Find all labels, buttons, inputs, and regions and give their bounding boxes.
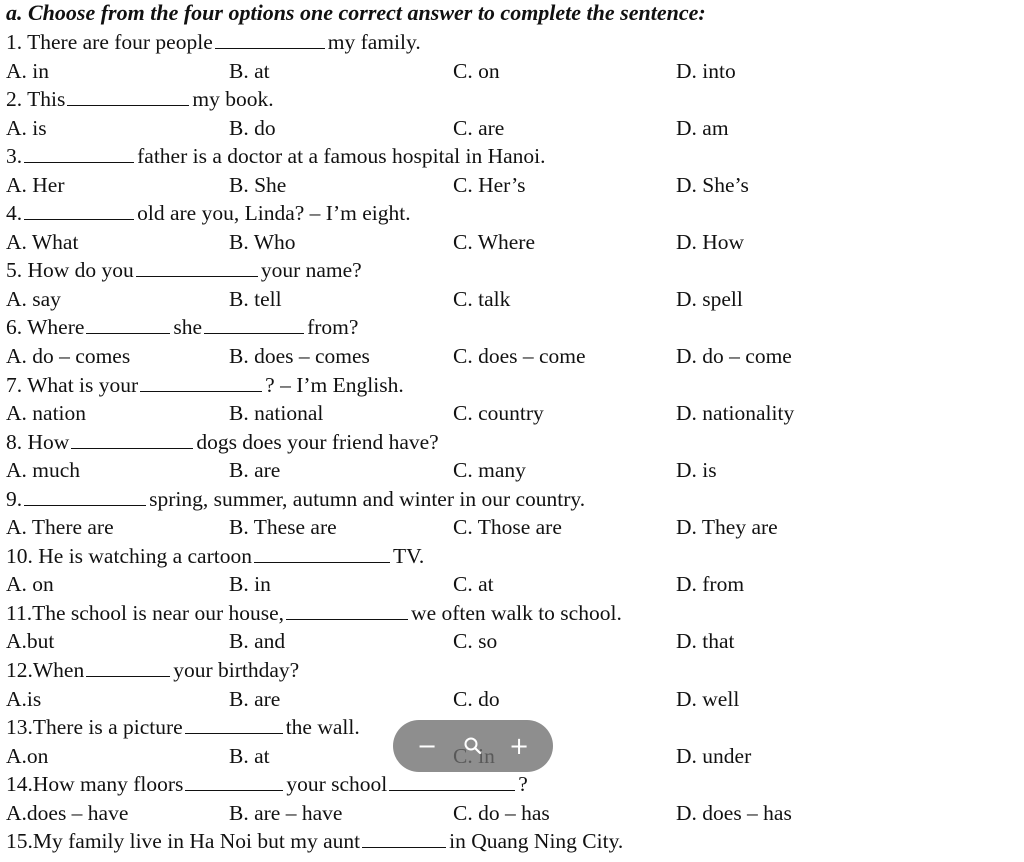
question-text: dogs does your friend have? (196, 429, 439, 454)
question-text: we often walk to school. (411, 600, 622, 625)
option-a[interactable]: A. in (6, 58, 49, 83)
option-a[interactable]: A. Her (6, 172, 65, 197)
option-b[interactable]: B. at (229, 58, 270, 83)
option-c[interactable]: C. at (453, 572, 494, 597)
question-12 (6, 656, 1016, 685)
option-b[interactable]: B. in (229, 572, 271, 597)
option-d[interactable]: D. am (676, 115, 729, 140)
option-a[interactable]: A. say (6, 286, 61, 311)
zoom-out-button[interactable]: − (416, 732, 438, 760)
option-c[interactable]: C. country (453, 401, 544, 426)
answer-blank[interactable] (140, 373, 262, 392)
cut-off-next-line (0, 856, 1024, 862)
options-row (6, 513, 1016, 542)
option-b[interactable]: B. does – comes (229, 344, 370, 369)
option-a[interactable]: A. much (6, 458, 81, 483)
question-text: my book. (192, 87, 274, 112)
question-text: from? (307, 315, 359, 340)
option-b[interactable]: B. and (229, 629, 286, 654)
answer-blank[interactable] (67, 87, 189, 106)
question-5 (6, 256, 1016, 285)
question-text: your school (286, 772, 388, 797)
options-row (6, 57, 1016, 86)
question-8 (6, 428, 1016, 457)
option-a[interactable]: A.but (6, 629, 55, 654)
question-text: spring, summer, autumn and winter in our country. (149, 486, 586, 511)
options-row (6, 685, 1016, 714)
option-c[interactable]: C. many (453, 458, 526, 483)
question-14 (6, 770, 1016, 799)
question-text: 7. What is your (6, 372, 139, 397)
question-text: 6. Where (6, 315, 85, 340)
answer-blank[interactable] (24, 144, 134, 163)
options-row (6, 399, 1016, 428)
option-c[interactable]: C. Where (453, 229, 535, 254)
option-d[interactable]: D. She’s (676, 172, 749, 197)
question-text: in Quang Ning City. (449, 829, 624, 854)
answer-blank[interactable] (204, 315, 304, 334)
question-text: 14.How many floors (6, 772, 184, 797)
option-c[interactable]: C. does – come (453, 344, 586, 369)
options-row (6, 456, 1016, 485)
answer-blank[interactable] (362, 829, 446, 848)
question-text: the wall. (285, 715, 360, 740)
option-b[interactable]: B. are (229, 686, 281, 711)
answer-blank[interactable] (286, 601, 408, 620)
question-text: your birthday? (173, 658, 300, 683)
question-text: 12.When (6, 658, 85, 683)
question-text: 15.My family live in Ha Noi but my aunt (6, 829, 361, 854)
options-row (6, 570, 1016, 599)
answer-blank[interactable] (215, 30, 325, 49)
option-d[interactable]: D. well (676, 686, 740, 711)
question-text: ? (518, 772, 528, 797)
options-row (6, 342, 1016, 371)
question-text: 3. (6, 144, 23, 169)
question-2 (6, 85, 1016, 114)
options-row (6, 171, 1016, 200)
question-text: 4. (6, 201, 23, 226)
answer-blank[interactable] (24, 201, 134, 220)
option-d[interactable]: D. spell (676, 286, 743, 311)
options-row (6, 228, 1016, 257)
option-a[interactable]: A. What (6, 229, 79, 254)
answer-blank[interactable] (86, 658, 170, 677)
question-9 (6, 485, 1016, 514)
option-b[interactable]: B. national (229, 401, 324, 426)
option-b[interactable]: B. tell (229, 286, 282, 311)
question-3 (6, 142, 1016, 171)
zoom-icon[interactable] (463, 736, 483, 756)
answer-blank[interactable] (389, 772, 515, 791)
option-a[interactable]: A. on (6, 572, 54, 597)
option-b[interactable]: B. at (229, 743, 270, 768)
option-b[interactable]: B. Who (229, 229, 296, 254)
question-text: 10. He is watching a cartoon (6, 543, 252, 568)
option-b[interactable]: B. do (229, 115, 276, 140)
answer-blank[interactable] (185, 772, 283, 791)
option-c[interactable]: C. do – has (453, 800, 550, 825)
zoom-control (393, 720, 553, 772)
answer-blank[interactable] (185, 715, 283, 734)
option-a[interactable]: A.on (6, 743, 49, 768)
option-c[interactable]: C. do (453, 686, 500, 711)
question-1 (6, 28, 1016, 57)
option-a[interactable]: A. is (6, 115, 47, 140)
question-text: ? – I’m English. (265, 372, 404, 397)
answer-blank[interactable] (71, 430, 193, 449)
option-a[interactable]: A. do – comes (6, 344, 131, 369)
option-c[interactable]: C. so (453, 629, 498, 654)
question-6 (6, 313, 1016, 342)
question-7 (6, 371, 1016, 400)
option-d[interactable]: D. that (676, 629, 735, 654)
question-11 (6, 599, 1016, 628)
option-d[interactable]: D. does – has (676, 800, 792, 825)
option-d[interactable]: D. How (676, 229, 745, 254)
option-a[interactable]: A. nation (6, 401, 87, 426)
option-d[interactable]: D. into (676, 58, 736, 83)
option-c[interactable]: C. Those are (453, 515, 562, 540)
options-row (6, 285, 1016, 314)
option-d[interactable]: D. is (676, 458, 717, 483)
question-text: your name? (260, 258, 362, 283)
question-text: she (173, 315, 203, 340)
option-d[interactable]: D. from (676, 572, 745, 597)
question-text: 5. How do you (6, 258, 134, 283)
question-text: 2. This (6, 87, 66, 112)
option-d[interactable]: D. do – come (676, 344, 792, 369)
options-row (6, 627, 1016, 656)
question-10 (6, 542, 1016, 571)
question-text: TV. (392, 543, 425, 568)
option-d[interactable]: D. They are (676, 515, 778, 540)
options-row (6, 799, 1016, 828)
answer-blank[interactable] (86, 315, 170, 334)
question-text: 1. There are four people (6, 30, 213, 54)
option-a[interactable]: A. There are (6, 515, 114, 540)
answer-blank[interactable] (136, 258, 258, 277)
question-text: my family. (327, 30, 421, 54)
question-text: 8. How (6, 429, 70, 454)
question-text: 11.The school is near our house, (6, 600, 285, 625)
answer-blank[interactable] (24, 487, 146, 506)
option-c[interactable]: C. are (453, 115, 505, 140)
question-text: 13.There is a picture (6, 715, 183, 740)
option-b[interactable]: B. are (229, 458, 281, 483)
question-text: 9. (6, 486, 23, 511)
option-c[interactable]: C. Her’s (453, 172, 526, 197)
option-b[interactable]: B. are – have (229, 800, 343, 825)
question-15 (6, 827, 1016, 856)
exercise-heading: a. Choose from the four options one correct answer to complete the sentence: (6, 0, 706, 25)
options-row (6, 114, 1016, 143)
question-4 (6, 199, 1016, 228)
option-b[interactable]: B. She (229, 172, 287, 197)
option-c[interactable]: C. on (453, 58, 500, 83)
question-text: father is a doctor at a famous hospital in Hanoi. (137, 144, 546, 169)
option-a[interactable]: A.is (6, 686, 42, 711)
answer-blank[interactable] (254, 544, 390, 563)
option-d[interactable]: D. under (676, 743, 752, 768)
question-text: old are you, Linda? – I’m eight. (137, 201, 411, 226)
zoom-in-button[interactable]: + (508, 732, 530, 760)
option-c[interactable]: C. talk (453, 286, 511, 311)
option-b[interactable]: B. These are (229, 515, 337, 540)
option-d[interactable]: D. nationality (676, 401, 795, 426)
option-a[interactable]: A.does – have (6, 800, 129, 825)
